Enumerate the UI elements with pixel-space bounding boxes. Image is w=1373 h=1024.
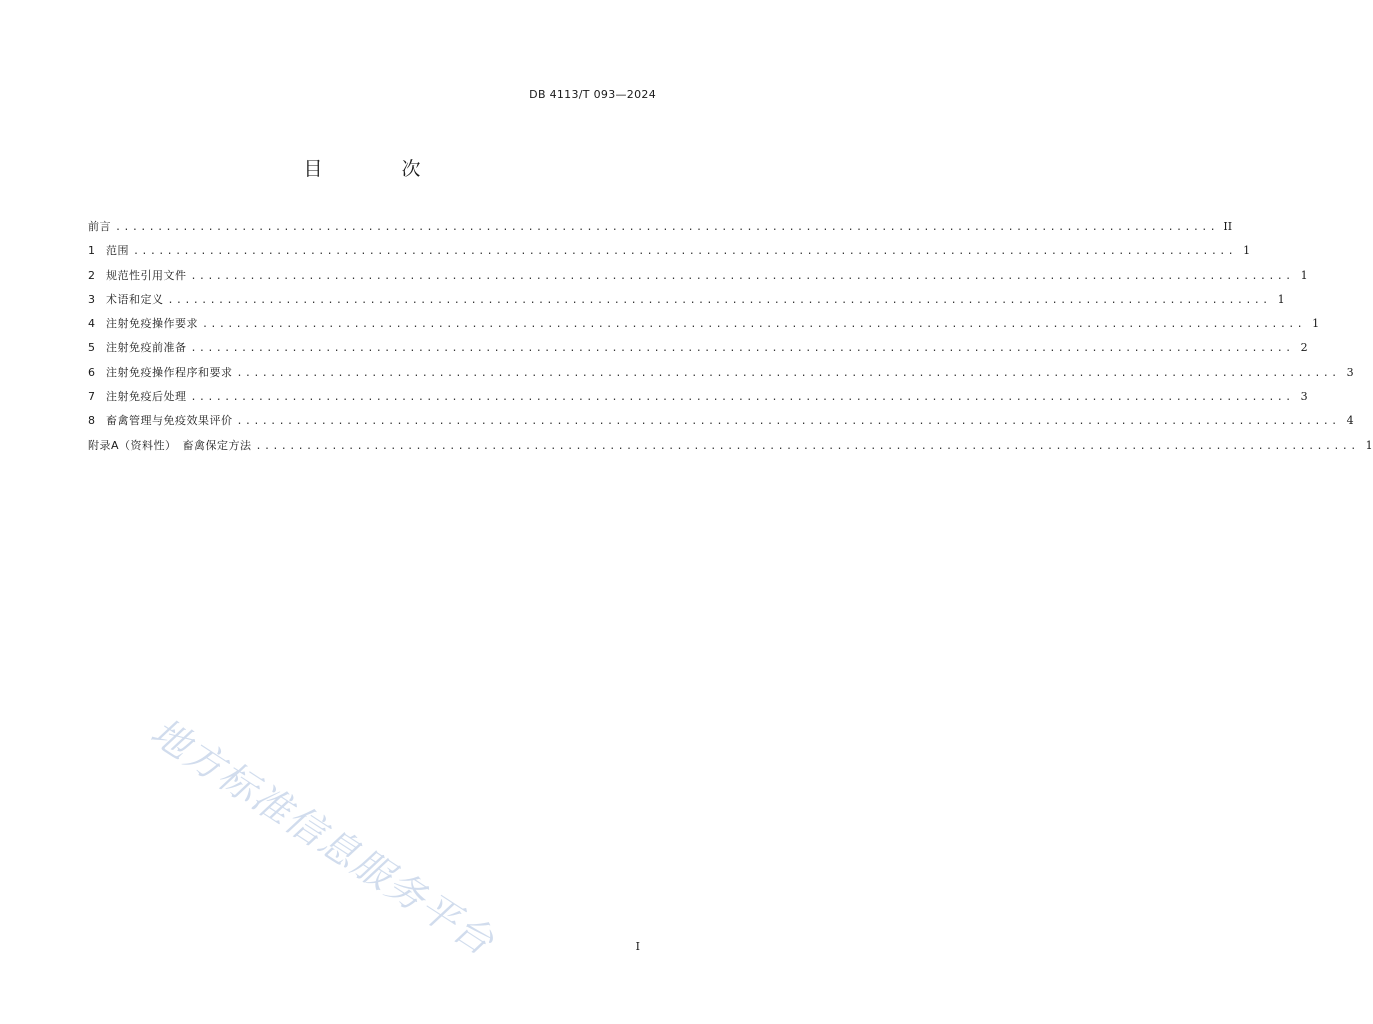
- toc-entry-5[interactable]: [88, 339, 1308, 363]
- toc-entry-7[interactable]: [88, 388, 1308, 412]
- toc-entry-label: 畜禽管理与免疫效果评价: [106, 414, 233, 428]
- toc-entry-number: 6: [88, 365, 95, 379]
- watermark: 地方标准信息服务平台: [143, 709, 503, 965]
- toc-entry-4[interactable]: [88, 315, 1320, 339]
- toc-entry-page: 1: [1365, 438, 1373, 452]
- toc-leader-dots: ...................................................................................................................................: [190, 392, 1294, 404]
- toc-entry-6[interactable]: [88, 364, 1354, 388]
- toc-entry-page: II: [1223, 220, 1233, 233]
- toc-entry-2[interactable]: [88, 267, 1308, 291]
- toc-entry-label: 范围: [106, 244, 129, 258]
- toc-entry-appendix-a[interactable]: [88, 437, 1373, 461]
- toc-leader-dots: ...................................................................................................................................: [202, 319, 1306, 331]
- toc-entry-number: 5: [88, 341, 95, 355]
- toc-entry-label: 术语和定义: [106, 292, 164, 306]
- toc-entry-page: 1: [1312, 317, 1320, 331]
- toc-entry-preface[interactable]: [88, 218, 1233, 242]
- toc-entry-label: 注射免疫前准备: [106, 341, 187, 355]
- toc-entry-1[interactable]: [88, 242, 1251, 266]
- toc-leader-dots: ...................................................................................................................................: [115, 222, 1219, 233]
- page-number: I: [635, 940, 640, 953]
- toc-entry-label: 附录A（资料性） 畜禽保定方法: [88, 438, 252, 452]
- toc-entry-page: 3: [1300, 390, 1308, 404]
- toc-entry-page: 3: [1346, 365, 1354, 379]
- toc-entry-number: 8: [88, 414, 95, 428]
- toc-entry-label: 注射免疫操作程序和要求: [106, 365, 233, 379]
- toc-entry-3[interactable]: [88, 291, 1285, 315]
- toc-entry-label: 前言: [88, 220, 111, 233]
- toc-leader-dots: ...................................................................................................................................: [236, 367, 1340, 379]
- toc-entry-number: 3: [88, 292, 95, 306]
- toc-leader-dots: ...................................................................................................................................: [133, 246, 1237, 258]
- toc-entry-number: 4: [88, 317, 95, 331]
- toc-entry-label: 注射免疫操作要求: [106, 317, 198, 331]
- document-code: DB 4113/T 093—2024: [529, 88, 656, 101]
- toc-entry-page: 1: [1243, 244, 1251, 258]
- toc-leader-dots: ...................................................................................................................................: [255, 440, 1359, 452]
- toc-entry-8[interactable]: [88, 412, 1354, 436]
- toc-leader-dots: ...................................................................................................................................: [167, 294, 1271, 306]
- toc-entry-label: 注射免疫后处理: [106, 390, 187, 404]
- toc-entry-label: 规范性引用文件: [106, 268, 187, 282]
- table-of-contents: [88, 218, 1373, 461]
- toc-leader-dots: ...................................................................................................................................: [236, 416, 1340, 428]
- toc-leader-dots: ...................................................................................................................................: [190, 270, 1294, 282]
- toc-leader-dots: ...................................................................................................................................: [190, 343, 1294, 355]
- toc-entry-page: 1: [1300, 268, 1308, 282]
- toc-entry-number: 1: [88, 244, 95, 258]
- toc-entry-number: 7: [88, 390, 95, 404]
- toc-entry-number: 2: [88, 268, 95, 282]
- page-title: 目 次: [303, 158, 451, 180]
- toc-entry-page: 4: [1346, 414, 1354, 428]
- toc-entry-page: 1: [1277, 292, 1285, 306]
- toc-entry-page: 2: [1300, 341, 1308, 355]
